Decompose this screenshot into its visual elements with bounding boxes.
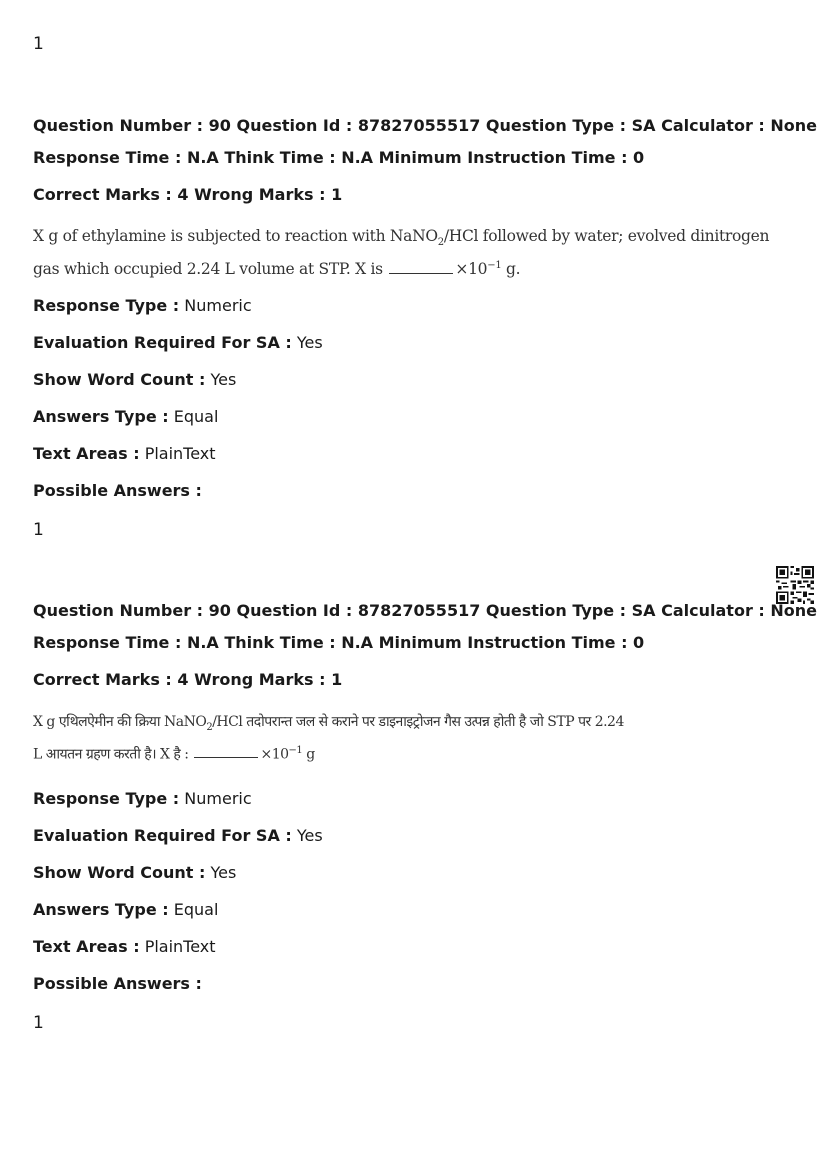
- subscript: 2: [437, 237, 444, 249]
- exponent: −1: [487, 260, 502, 272]
- field-text-areas: [33, 936, 216, 958]
- field-label: Answers Type :: [33, 407, 169, 426]
- field-answers-type: [33, 899, 218, 921]
- multiplier: ×10: [260, 746, 289, 763]
- field-label: Text Areas :: [33, 444, 140, 463]
- question-text-segment: gas which occupied 2.24 L volume at STP. X is: [33, 260, 383, 279]
- field-label: Possible Answers :: [33, 481, 202, 500]
- field-possible-answers: [33, 973, 202, 995]
- marks-line: Correct Marks : 4 Wrong Marks : 1: [33, 670, 343, 689]
- exponent: −1: [288, 744, 303, 756]
- field-text-areas: [33, 443, 216, 465]
- field-value: Yes: [296, 826, 323, 845]
- question-text-segment: X g एथिलऐमीन की क्रिया NaNO: [33, 714, 207, 730]
- field-value: Yes: [210, 370, 237, 389]
- unit: g: [306, 746, 315, 763]
- field-response-type: [33, 295, 252, 317]
- possible-answer-value: 1: [33, 1013, 44, 1033]
- qr-code-icon: [776, 566, 814, 604]
- question-text-line1: [33, 711, 624, 739]
- field-value: PlainText: [144, 444, 216, 463]
- subscript: 2: [206, 721, 213, 733]
- question-text-line1: [33, 225, 769, 254]
- field-possible-answers: [33, 480, 202, 502]
- marks-line: Correct Marks : 4 Wrong Marks : 1: [33, 185, 343, 204]
- field-label: Evaluation Required For SA :: [33, 826, 292, 845]
- answer-blank: [389, 263, 453, 274]
- question-text-line2: [33, 739, 624, 767]
- field-evaluation-required: [33, 825, 323, 847]
- unit: g.: [506, 260, 521, 279]
- field-show-word-count: [33, 369, 236, 391]
- page-number: 1: [33, 34, 44, 54]
- multiplier: ×10: [455, 260, 488, 279]
- question-text-line2: [33, 254, 769, 281]
- field-label: Response Type :: [33, 789, 180, 808]
- field-evaluation-required: [33, 332, 323, 354]
- field-answers-type: [33, 406, 218, 428]
- field-value: Equal: [173, 900, 219, 919]
- field-value: Equal: [173, 407, 219, 426]
- field-label: Text Areas :: [33, 937, 140, 956]
- field-value: Numeric: [184, 789, 252, 808]
- answer-blank: [194, 747, 258, 758]
- question-header-line2: Response Time : N.A Think Time : N.A Minimum Instruction Time : 0: [33, 148, 645, 167]
- field-label: Evaluation Required For SA :: [33, 333, 292, 352]
- field-response-type: [33, 788, 252, 810]
- question-text-image: [33, 225, 769, 281]
- question-header-line1: Question Number : 90 Question Id : 87827055517 Question Type : SA Calculator : None: [33, 601, 817, 620]
- possible-answer-value: 1: [33, 520, 44, 540]
- field-label: Show Word Count :: [33, 370, 206, 389]
- question-header-line2: Response Time : N.A Think Time : N.A Minimum Instruction Time : 0: [33, 633, 645, 652]
- field-label: Answers Type :: [33, 900, 169, 919]
- question-text-segment: /HCl तदोपरान्त जल से कराने पर डाइनाइट्रोजन गैस उत्पन्न होती है जो STP पर 2.24: [212, 714, 624, 730]
- field-label: Possible Answers :: [33, 974, 202, 993]
- field-value: Yes: [210, 863, 237, 882]
- question-text-segment: X g of ethylamine is subjected to reaction with NaNO: [33, 227, 438, 245]
- field-label: Show Word Count :: [33, 863, 206, 882]
- question-text-segment: L आयतन ग्रहण करती है। X है :: [33, 746, 189, 763]
- question-text-segment: /HCl followed by water; evolved dinitrogen: [443, 227, 770, 245]
- field-value: Yes: [296, 333, 323, 352]
- field-value: PlainText: [144, 937, 216, 956]
- field-label: Response Type :: [33, 296, 180, 315]
- field-value: Numeric: [184, 296, 252, 315]
- question-text-image: [33, 711, 624, 766]
- field-show-word-count: [33, 862, 236, 884]
- question-header-line1: Question Number : 90 Question Id : 87827055517 Question Type : SA Calculator : None: [33, 116, 817, 135]
